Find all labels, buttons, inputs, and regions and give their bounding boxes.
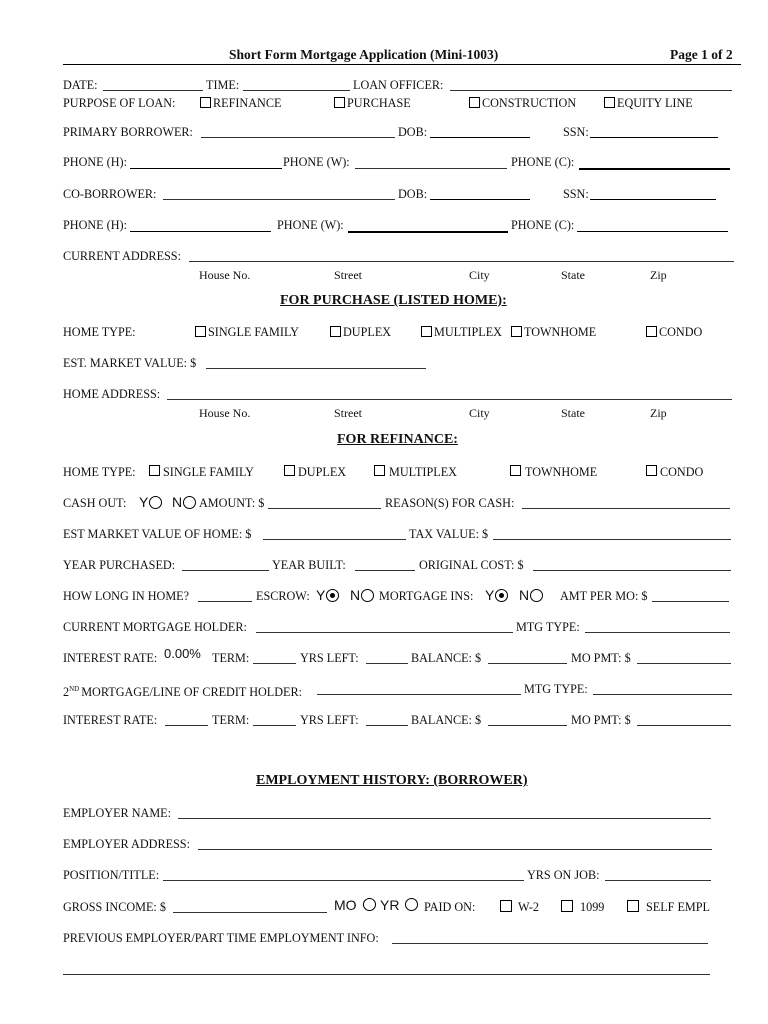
loan-officer-field[interactable] xyxy=(450,90,732,91)
purchase-sub-state: State xyxy=(561,406,585,420)
mo-pmt2-field[interactable] xyxy=(637,725,731,726)
mtg-holder-field[interactable] xyxy=(256,632,513,633)
second-mortgage-text: MORTGAGE/LINE OF CREDIT HOLDER: xyxy=(81,685,302,700)
primary-dob-field[interactable] xyxy=(430,137,530,138)
construction-option: CONSTRUCTION xyxy=(482,96,577,110)
cash-amount-field[interactable] xyxy=(268,508,381,509)
year-purchased-field[interactable] xyxy=(182,570,269,571)
year-built-label: YEAR BUILT: xyxy=(272,558,346,572)
phone-home-field[interactable] xyxy=(130,168,282,169)
mtg-type2-label: MTG TYPE: xyxy=(524,682,588,696)
date-field[interactable] xyxy=(103,90,203,91)
form-title: Short Form Mortgage Application (Mini-1003) xyxy=(229,47,499,62)
cash-amount-label: AMOUNT: $ xyxy=(199,496,265,510)
primary-ssn-field[interactable] xyxy=(590,137,718,138)
yrs-left-field[interactable] xyxy=(366,663,408,664)
escrow-yes-radio[interactable] xyxy=(326,589,339,602)
yrs-on-job-field[interactable] xyxy=(605,880,711,881)
balance-label: BALANCE: $ xyxy=(411,651,482,665)
refi-townhome-checkbox[interactable] xyxy=(510,465,521,476)
header-rule xyxy=(63,64,741,65)
escrow-no-radio[interactable] xyxy=(361,589,374,602)
purchase-duplex-option: DUPLEX xyxy=(343,325,392,339)
sub-state: State xyxy=(561,268,585,282)
purchase-single-family-checkbox[interactable] xyxy=(195,326,206,337)
equity-line-checkbox[interactable] xyxy=(604,97,615,108)
phone-cell-label: PHONE (C): xyxy=(511,155,575,169)
original-cost-field[interactable] xyxy=(533,570,731,571)
gross-income-field[interactable] xyxy=(173,912,327,913)
loan-officer-label: LOAN OFFICER: xyxy=(353,78,444,92)
term2-label: TERM: xyxy=(212,713,250,727)
second-mortgage-label xyxy=(63,682,302,699)
purchase-home-type-label: HOME TYPE: xyxy=(63,325,136,339)
purchase-duplex-checkbox[interactable] xyxy=(330,326,341,337)
co-dob-field[interactable] xyxy=(430,199,530,200)
employer-address-field[interactable] xyxy=(198,849,712,850)
year-purchased-label: YEAR PURCHASED: xyxy=(63,558,176,572)
refi-single-family-checkbox[interactable] xyxy=(149,465,160,476)
interest-rate2-label: INTEREST RATE: xyxy=(63,713,158,727)
purchase-townhome-checkbox[interactable] xyxy=(511,326,522,337)
income-yr-label: YR xyxy=(380,897,400,913)
employer-name-label: EMPLOYER NAME: xyxy=(63,806,171,820)
term-label: TERM: xyxy=(212,651,250,665)
phone-work-field[interactable] xyxy=(355,168,507,169)
refi-multiplex-option: MULTIPLEX xyxy=(389,465,457,479)
purchase-sub-city: City xyxy=(469,406,490,420)
mortgage-ins-no-label: N xyxy=(519,587,530,603)
time-field[interactable] xyxy=(243,90,350,91)
previous-employer-field[interactable] xyxy=(392,943,708,944)
cash-reasons-field[interactable] xyxy=(522,508,730,509)
interest-rate-value[interactable]: 0.00% xyxy=(164,646,201,661)
cash-out-label: CASH OUT: xyxy=(63,496,127,510)
paid-self-empl-checkbox[interactable] xyxy=(627,900,639,912)
employer-name-field[interactable] xyxy=(178,818,711,819)
co-phone-work-label: PHONE (W): xyxy=(277,218,344,232)
balance2-label: BALANCE: $ xyxy=(411,713,482,727)
equity-line-option: EQUITY LINE xyxy=(617,96,693,110)
term2-field[interactable] xyxy=(253,725,296,726)
interest-rate-label: INTEREST RATE: xyxy=(63,651,158,665)
tax-value-field[interactable] xyxy=(493,539,731,540)
paid-1099-checkbox[interactable] xyxy=(561,900,573,912)
refi-multiplex-checkbox[interactable] xyxy=(374,465,385,476)
phone-work-label: PHONE (W): xyxy=(283,155,350,169)
cash-reasons-label: REASON(S) FOR CASH: xyxy=(385,496,515,510)
co-phone-cell-field[interactable] xyxy=(577,231,728,232)
construction-checkbox[interactable] xyxy=(469,97,480,108)
co-ssn-label: SSN: xyxy=(563,187,589,201)
income-yr-radio[interactable] xyxy=(405,898,418,911)
co-phone-home-label: PHONE (H): xyxy=(63,218,127,232)
co-phone-cell-label: PHONE (C): xyxy=(511,218,575,232)
employment-heading: EMPLOYMENT HISTORY: (BORROWER) xyxy=(256,773,528,788)
paid-1099-option: 1099 xyxy=(580,900,605,914)
income-mo-label: MO xyxy=(334,897,357,913)
mo-pmt2-label: MO PMT: $ xyxy=(571,713,631,727)
yrs-left-label: YRS LEFT: xyxy=(300,651,359,665)
mtg-holder-label: CURRENT MORTGAGE HOLDER: xyxy=(63,620,247,634)
yrs-on-job-label: YRS ON JOB: xyxy=(527,868,600,882)
co-ssn-field[interactable] xyxy=(590,199,716,200)
refi-market-value-label: EST MARKET VALUE OF HOME: $ xyxy=(63,527,252,541)
mortgage-ins-yes-label: Y xyxy=(485,587,495,603)
term-field[interactable] xyxy=(253,663,296,664)
cash-out-no-label: N xyxy=(172,494,183,510)
purchase-sub-zip: Zip xyxy=(650,406,667,420)
purchase-single-family-option: SINGLE FAMILY xyxy=(208,325,299,339)
primary-ssn-label: SSN: xyxy=(563,125,589,139)
mo-pmt-label: MO PMT: $ xyxy=(571,651,631,665)
co-phone-home-field[interactable] xyxy=(130,231,271,232)
home-address-label: HOME ADDRESS: xyxy=(63,387,161,401)
purchase-option: PURCHASE xyxy=(347,96,411,110)
how-long-label: HOW LONG IN HOME? xyxy=(63,589,190,603)
mortgage-ins-label: MORTGAGE INS: xyxy=(379,589,474,603)
home-address-field[interactable] xyxy=(167,399,732,400)
paid-w2-checkbox[interactable] xyxy=(500,900,512,912)
employer-address-label: EMPLOYER ADDRESS: xyxy=(63,837,190,851)
refinance-checkbox[interactable] xyxy=(200,97,211,108)
paid-w2-option: W-2 xyxy=(518,900,539,914)
sub-street: Street xyxy=(334,268,362,282)
position-field[interactable] xyxy=(163,880,524,881)
refinance-heading: FOR REFINANCE: xyxy=(337,432,458,447)
mtg-type2-field[interactable] xyxy=(593,694,732,695)
mo-pmt-field[interactable] xyxy=(637,663,731,664)
purchase-checkbox[interactable] xyxy=(334,97,345,108)
yrs-left2-field[interactable] xyxy=(366,725,408,726)
purchase-multiplex-option: MULTIPLEX xyxy=(434,325,502,339)
second-mortgage-number: 2 xyxy=(63,685,70,700)
purchase-condo-checkbox[interactable] xyxy=(646,326,657,337)
cash-out-yes-label: Y xyxy=(139,494,149,510)
primary-borrower-field[interactable] xyxy=(201,137,395,138)
co-borrower-label: CO-BORROWER: xyxy=(63,187,157,201)
refi-market-value-field[interactable] xyxy=(263,539,406,540)
mortgage-ins-no-radio[interactable] xyxy=(530,589,543,602)
balance2-field[interactable] xyxy=(488,725,567,726)
paid-on-label: PAID ON: xyxy=(424,900,476,914)
original-cost-label: ORIGINAL COST: $ xyxy=(419,558,524,572)
mtg-type-field[interactable] xyxy=(585,632,730,633)
current-address-label: CURRENT ADDRESS: xyxy=(63,249,181,263)
est-market-value-label: EST. MARKET VALUE: $ xyxy=(63,356,197,370)
purchase-multiplex-checkbox[interactable] xyxy=(421,326,432,337)
cash-out-no-radio[interactable] xyxy=(183,496,196,509)
second-mortgage-field[interactable] xyxy=(317,694,521,695)
mtg-type-label: MTG TYPE: xyxy=(516,620,580,634)
co-borrower-field[interactable] xyxy=(163,199,395,200)
balance-field[interactable] xyxy=(488,663,567,664)
phone-cell-field[interactable] xyxy=(579,168,730,170)
year-built-field[interactable] xyxy=(355,570,415,571)
income-mo-radio[interactable] xyxy=(363,898,376,911)
refi-condo-option: CONDO xyxy=(660,465,704,479)
purchase-sub-street: Street xyxy=(334,406,362,420)
how-long-field[interactable] xyxy=(198,601,252,602)
escrow-no-label: N xyxy=(350,587,361,603)
amt-per-mo-label: AMT PER MO: $ xyxy=(560,589,648,603)
previous-employer-label: PREVIOUS EMPLOYER/PART TIME EMPLOYMENT INFO: xyxy=(63,931,379,945)
cash-out-yes-radio[interactable] xyxy=(149,496,162,509)
time-label: TIME: xyxy=(206,78,240,92)
current-address-field[interactable] xyxy=(189,261,734,262)
tax-value-label: TAX VALUE: $ xyxy=(409,527,489,541)
refinance-option: REFINANCE xyxy=(213,96,282,110)
sub-zip: Zip xyxy=(650,268,667,282)
sub-city: City xyxy=(469,268,490,282)
purchase-condo-option: CONDO xyxy=(659,325,703,339)
second-mortgage-suffix: ND xyxy=(69,685,80,693)
refi-duplex-option: DUPLEX xyxy=(298,465,347,479)
mortgage-ins-yes-radio[interactable] xyxy=(495,589,508,602)
primary-borrower-label: PRIMARY BORROWER: xyxy=(63,125,193,139)
refi-townhome-option: TOWNHOME xyxy=(525,465,598,479)
refi-single-family-option: SINGLE FAMILY xyxy=(163,465,254,479)
escrow-yes-label: Y xyxy=(316,587,326,603)
co-dob-label: DOB: xyxy=(398,187,428,201)
purchase-heading: FOR PURCHASE (LISTED HOME): xyxy=(280,293,507,308)
primary-dob-label: DOB: xyxy=(398,125,428,139)
amt-per-mo-field[interactable] xyxy=(652,601,729,602)
purpose-label: PURPOSE OF LOAN: xyxy=(63,96,176,110)
refi-duplex-checkbox[interactable] xyxy=(284,465,295,476)
paid-self-empl-option: SELF EMPL xyxy=(646,900,710,914)
yrs-left2-label: YRS LEFT: xyxy=(300,713,359,727)
previous-employer-field-2[interactable] xyxy=(63,974,710,975)
gross-income-label: GROSS INCOME: $ xyxy=(63,900,166,914)
purchase-townhome-option: TOWNHOME xyxy=(524,325,597,339)
escrow-label: ESCROW: xyxy=(256,589,310,603)
purchase-sub-house-no: House No. xyxy=(199,406,251,420)
est-market-value-field[interactable] xyxy=(206,368,426,369)
date-label: DATE: xyxy=(63,78,98,92)
page-number: Page 1 of 2 xyxy=(670,47,733,62)
interest-rate2-field[interactable] xyxy=(165,725,208,726)
sub-house-no: House No. xyxy=(199,268,251,282)
refi-condo-checkbox[interactable] xyxy=(646,465,657,476)
position-label: POSITION/TITLE: xyxy=(63,868,160,882)
co-phone-work-field[interactable] xyxy=(348,231,508,233)
phone-home-label: PHONE (H): xyxy=(63,155,127,169)
refi-home-type-label: HOME TYPE: xyxy=(63,465,136,479)
